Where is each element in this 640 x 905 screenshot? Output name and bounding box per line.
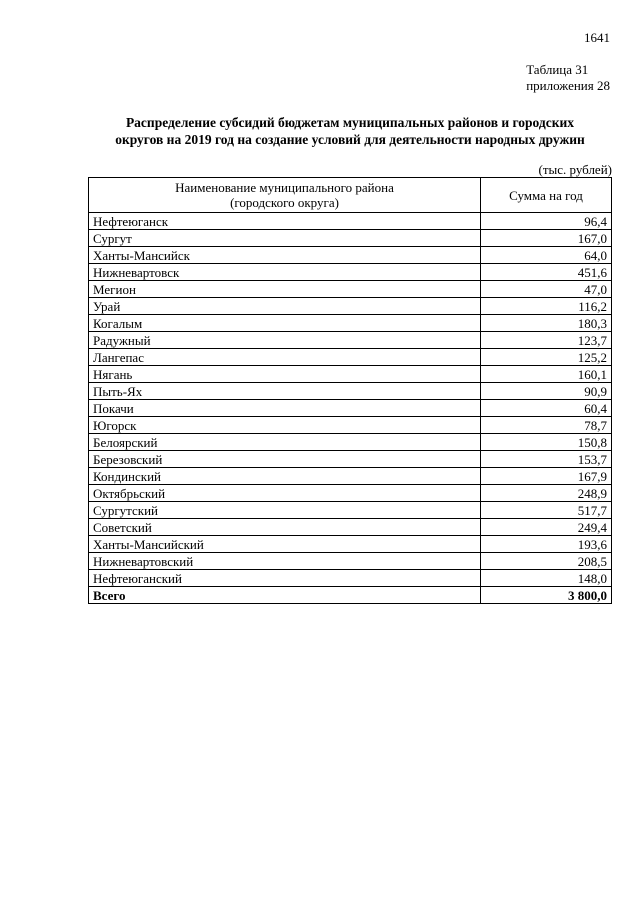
table-row: [89, 315, 612, 332]
header-name: [89, 178, 481, 213]
row-amount: 78,7: [481, 417, 612, 434]
table-row: [89, 400, 612, 417]
table-row: [89, 468, 612, 485]
row-name: Октябрьский: [89, 485, 481, 502]
row-name: Радужный: [89, 332, 481, 349]
table-row: [89, 247, 612, 264]
table-row: [89, 264, 612, 281]
row-name: Югорск: [89, 417, 481, 434]
row-name: Сургут: [89, 230, 481, 247]
total-row: [89, 587, 612, 604]
total-amount: 3 800,0: [481, 587, 612, 604]
table-row: [89, 417, 612, 434]
row-amount: 60,4: [481, 400, 612, 417]
table-row: [89, 451, 612, 468]
row-amount: 167,0: [481, 230, 612, 247]
table-reference-line2: приложения 28: [526, 78, 610, 93]
row-amount: 167,9: [481, 468, 612, 485]
row-name: Сургутский: [89, 502, 481, 519]
header-name-line2: (городского округа): [230, 195, 339, 210]
units-label: (тыс. рублей): [538, 162, 612, 177]
row-amount: 150,8: [481, 434, 612, 451]
row-amount: 90,9: [481, 383, 612, 400]
row-name: Нефтеюганский: [89, 570, 481, 587]
row-amount: 64,0: [481, 247, 612, 264]
table-row: [89, 434, 612, 451]
row-name: Пыть-Ях: [89, 383, 481, 400]
row-amount: 160,1: [481, 366, 612, 383]
row-name: Урай: [89, 298, 481, 315]
table-row: [89, 536, 612, 553]
table-row: [89, 281, 612, 298]
row-name: Нягань: [89, 366, 481, 383]
row-name: Мегион: [89, 281, 481, 298]
row-amount: 116,2: [481, 298, 612, 315]
row-name: Кондинский: [89, 468, 481, 485]
row-name: Советский: [89, 519, 481, 536]
document-title-line2: округов на 2019 год на создание условий для деятельности народных дружин: [115, 132, 585, 147]
table-row: [89, 570, 612, 587]
table-row: [89, 485, 612, 502]
table-row: [89, 213, 612, 230]
table-body: [89, 213, 612, 604]
row-name: Нефтеюганск: [89, 213, 481, 230]
table-row: [89, 502, 612, 519]
total-name: Всего: [89, 587, 481, 604]
row-amount: 125,2: [481, 349, 612, 366]
row-name: Нижневартовский: [89, 553, 481, 570]
table-reference: [526, 62, 610, 94]
row-amount: 248,9: [481, 485, 612, 502]
table-row: [89, 519, 612, 536]
row-amount: 180,3: [481, 315, 612, 332]
row-amount: 148,0: [481, 570, 612, 587]
row-name: Белоярский: [89, 434, 481, 451]
table-header-row: [89, 178, 612, 213]
row-name: Покачи: [89, 400, 481, 417]
document-title: [88, 114, 612, 148]
row-amount: 451,6: [481, 264, 612, 281]
row-amount: 517,7: [481, 502, 612, 519]
row-name: Лангепас: [89, 349, 481, 366]
row-amount: 153,7: [481, 451, 612, 468]
row-amount: 123,7: [481, 332, 612, 349]
row-amount: 47,0: [481, 281, 612, 298]
row-amount: 249,4: [481, 519, 612, 536]
table-row: [89, 332, 612, 349]
subsidy-table: [88, 177, 612, 604]
row-amount: 193,6: [481, 536, 612, 553]
row-name: Когалым: [89, 315, 481, 332]
header-amount: Сумма на год: [481, 178, 612, 213]
table-row: [89, 553, 612, 570]
row-amount: 208,5: [481, 553, 612, 570]
table-row: [89, 230, 612, 247]
table-row: [89, 298, 612, 315]
row-amount: 96,4: [481, 213, 612, 230]
table-row: [89, 349, 612, 366]
row-name: Ханты-Мансийск: [89, 247, 481, 264]
table-reference-line1: Таблица 31: [526, 62, 589, 77]
page-number: 1641: [584, 30, 610, 45]
document-title-line1: Распределение субсидий бюджетам муниципальных районов и городских: [125, 115, 575, 130]
table-row: [89, 366, 612, 383]
row-name: Березовский: [89, 451, 481, 468]
row-name: Ханты-Мансийский: [89, 536, 481, 553]
table-row: [89, 383, 612, 400]
header-name-line1: Наименование муниципального района: [175, 180, 394, 195]
row-name: Нижневартовск: [89, 264, 481, 281]
